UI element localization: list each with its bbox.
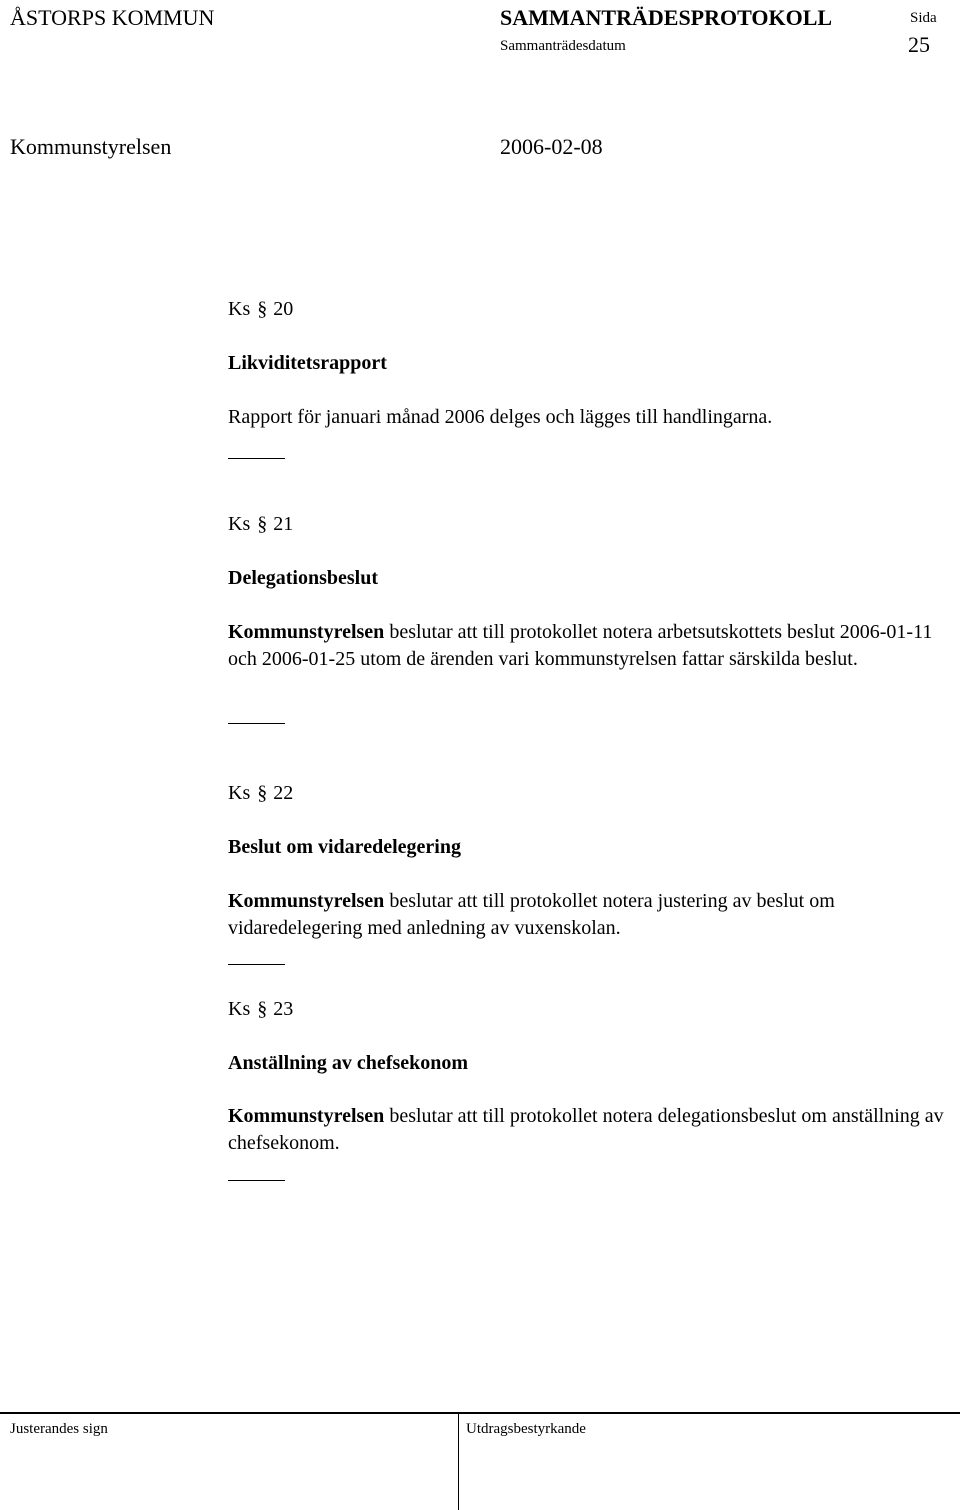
- paragraph-body-text: beslutar att till protokollet notera delegationsbeslut om anställning av chefsekonom.: [228, 1105, 944, 1154]
- paragraph-prefix: Ks: [228, 998, 251, 1020]
- section-sign: §: [257, 513, 268, 535]
- paragraph-body: [228, 888, 953, 942]
- meeting-date: 2006-02-08: [500, 134, 603, 159]
- footer-divider: [458, 1412, 459, 1510]
- paragraph-body-lead: Kommunstyrelsen: [228, 621, 385, 643]
- paragraph-body-lead: Kommunstyrelsen: [228, 890, 385, 912]
- paragraph-number: [228, 780, 293, 806]
- document-title: SAMMANTRÄDESPROTOKOLL: [500, 5, 833, 30]
- signature-label: Justerandes sign: [10, 1421, 108, 1437]
- paragraph-body: [228, 619, 948, 673]
- paragraph-index: 21: [273, 513, 294, 535]
- paragraph-prefix: Ks: [228, 298, 251, 320]
- section-sign: §: [257, 782, 268, 804]
- paragraph-number: [228, 296, 293, 322]
- paragraph-index: 23: [273, 998, 294, 1020]
- separator-line: [228, 1180, 285, 1181]
- separator-line: [228, 458, 285, 459]
- paragraph-body-text: beslutar att till protokollet notera justering av beslut om vidaredelegering med anledning av vuxenskolan.: [228, 890, 835, 939]
- page-number: 25: [908, 32, 930, 57]
- paragraph-prefix: Ks: [228, 782, 251, 804]
- paragraph-body: [228, 1103, 953, 1157]
- paragraph-number: [228, 511, 293, 537]
- paragraph-number: [228, 996, 293, 1022]
- paragraph-index: 22: [273, 782, 294, 804]
- paragraph-body-text: beslutar att till protokollet notera arbetsutskottets beslut 2006-01-11 och 2006-01-25 utom de ärenden vari kommunstyrelsen fattar särskilda beslut.: [228, 621, 933, 670]
- meeting-date-label: Sammanträdesdatum: [500, 38, 626, 54]
- paragraph-heading: Likviditetsrapport: [228, 352, 387, 374]
- paragraph-index: 20: [273, 298, 294, 320]
- separator-line: [228, 723, 285, 724]
- paragraph-body: [228, 404, 948, 431]
- paragraph-body-lead: Kommunstyrelsen: [228, 1105, 385, 1127]
- page-label: Sida: [910, 10, 937, 26]
- paragraph-body-text: Rapport för januari månad 2006 delges och lägges till handlingarna.: [228, 406, 773, 428]
- municipality-name: ÅSTORPS KOMMUN: [10, 5, 215, 30]
- footer-rule: [0, 1412, 960, 1414]
- section-sign: §: [257, 298, 268, 320]
- committee-name: Kommunstyrelsen: [10, 134, 172, 159]
- certification-label: Utdragsbestyrkande: [466, 1421, 586, 1437]
- paragraph-heading: Delegationsbeslut: [228, 567, 378, 589]
- section-sign: §: [257, 998, 268, 1020]
- paragraph-heading: Beslut om vidaredelegering: [228, 836, 461, 858]
- separator-line: [228, 964, 285, 965]
- paragraph-prefix: Ks: [228, 513, 251, 535]
- paragraph-heading: Anställning av chefsekonom: [228, 1052, 469, 1074]
